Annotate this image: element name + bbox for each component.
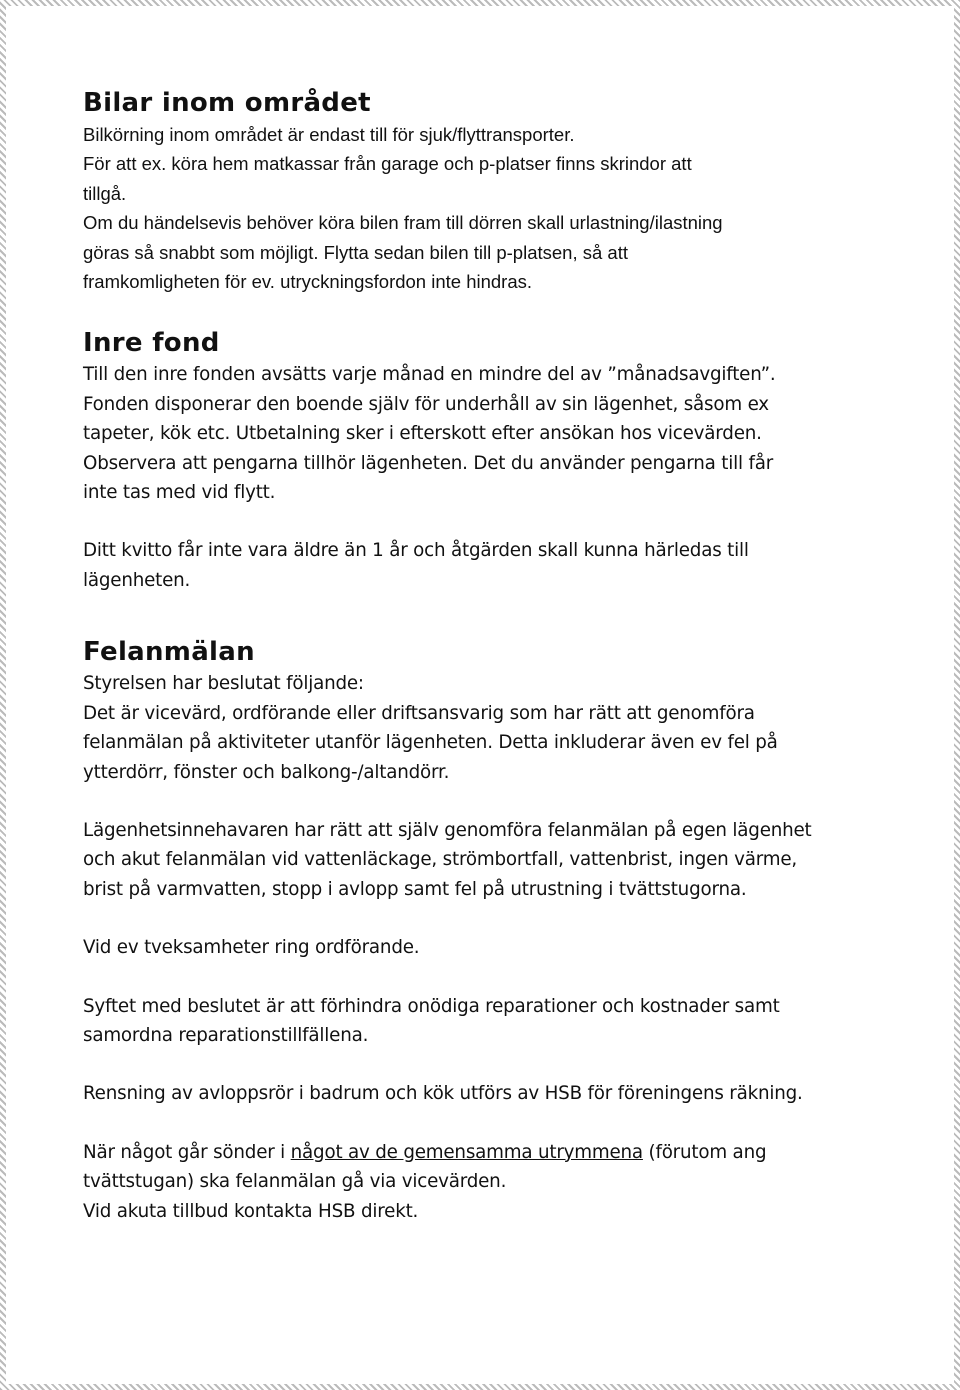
text-line: Ditt kvitto får inte vara äldre än 1 år och åtgärden skall kunna härledas till [83, 540, 749, 562]
text-line: framkomligheten för ev. utryckningsfordon inte hindras. [83, 271, 533, 293]
text-line: Syftet med beslutet är att förhindra onödiga reparationer och kostnader samt [83, 995, 780, 1017]
section-bilar [83, 86, 883, 296]
text-line: lägenheten. [83, 569, 191, 591]
text-line: samordna reparationstillfällena. [83, 1024, 369, 1046]
text-line: brist på varmvatten, stopp i avlopp samt fel på utrustning i tvättstugorna. [83, 878, 747, 900]
underlined-text: något av de gemensamma utrymmena [290, 1141, 643, 1163]
text-line: Lägenhetsinnehavaren har rätt att själv genomföra felanmälan på egen lägenhet [83, 819, 812, 841]
section-felanmalan [83, 635, 883, 1226]
text-line: Rensning av avloppsrör i badrum och kök utförs av HSB för föreningens räkning. [83, 1083, 803, 1105]
text-line: felanmälan på aktiviteter utanför lägenheten. Detta inkluderar även ev fel på [83, 732, 778, 754]
section-inre-fond [83, 326, 883, 595]
text-line: Det är vicevärd, ordförande eller driftsansvarig som har rätt att genomföra [83, 702, 755, 724]
text-line: Observera att pengarna tillhör lägenheten. Det du använder pengarna till får [83, 452, 774, 474]
text-line [83, 1138, 883, 1167]
text-line: och akut felanmälan vid vattenläckage, strömbortfall, vattenbrist, ingen värme, [83, 849, 798, 871]
document-body [83, 86, 883, 1226]
text-line: Vid akuta tillbud kontakta HSB direkt. [83, 1200, 419, 1222]
text-line: tapeter, kök etc. Utbetalning sker i efterskott efter ansökan hos vicevärden. [83, 423, 762, 445]
text-line: Till den inre fonden avsätts varje månad en mindre del av ”månadsavgiften”. [83, 364, 776, 386]
heading-bilar: Bilar inom området [83, 88, 371, 118]
text-line: Bilkörning inom området är endast till för sjuk/flyttransporter. [83, 124, 575, 145]
text-line: Om du händelsevis behöver köra bilen fram till dörren skall urlastning/ilastning [83, 212, 723, 234]
text-line: För att ex. köra hem matkassar från garage och p-platser finns skrindor att [83, 153, 692, 175]
text-line: tvättstugan) ska felanmälan gå via vicevärden. [83, 1171, 507, 1193]
text-line: ytterdörr, fönster och balkong-/altandörr. [83, 761, 450, 783]
text-line: göras så snabbt som möjligt. Flytta sedan bilen till p-platsen, så att [83, 241, 628, 263]
text-line: Vid ev tveksamheter ring ordförande. [83, 937, 420, 959]
text-line: Fonden disponerar den boende själv för underhåll av sin lägenhet, såsom ex [83, 393, 769, 415]
text-span: (förutom ang [642, 1141, 767, 1163]
text-line: tillgå. [83, 182, 127, 204]
text-line: inte tas med vid flytt. [83, 482, 276, 504]
text-line: Styrelsen har beslutat följande: [83, 673, 364, 695]
heading-felanmalan: Felanmälan [83, 637, 255, 668]
text-span: När något går sönder i [83, 1141, 291, 1163]
heading-inre-fond: Inre fond [83, 328, 220, 359]
